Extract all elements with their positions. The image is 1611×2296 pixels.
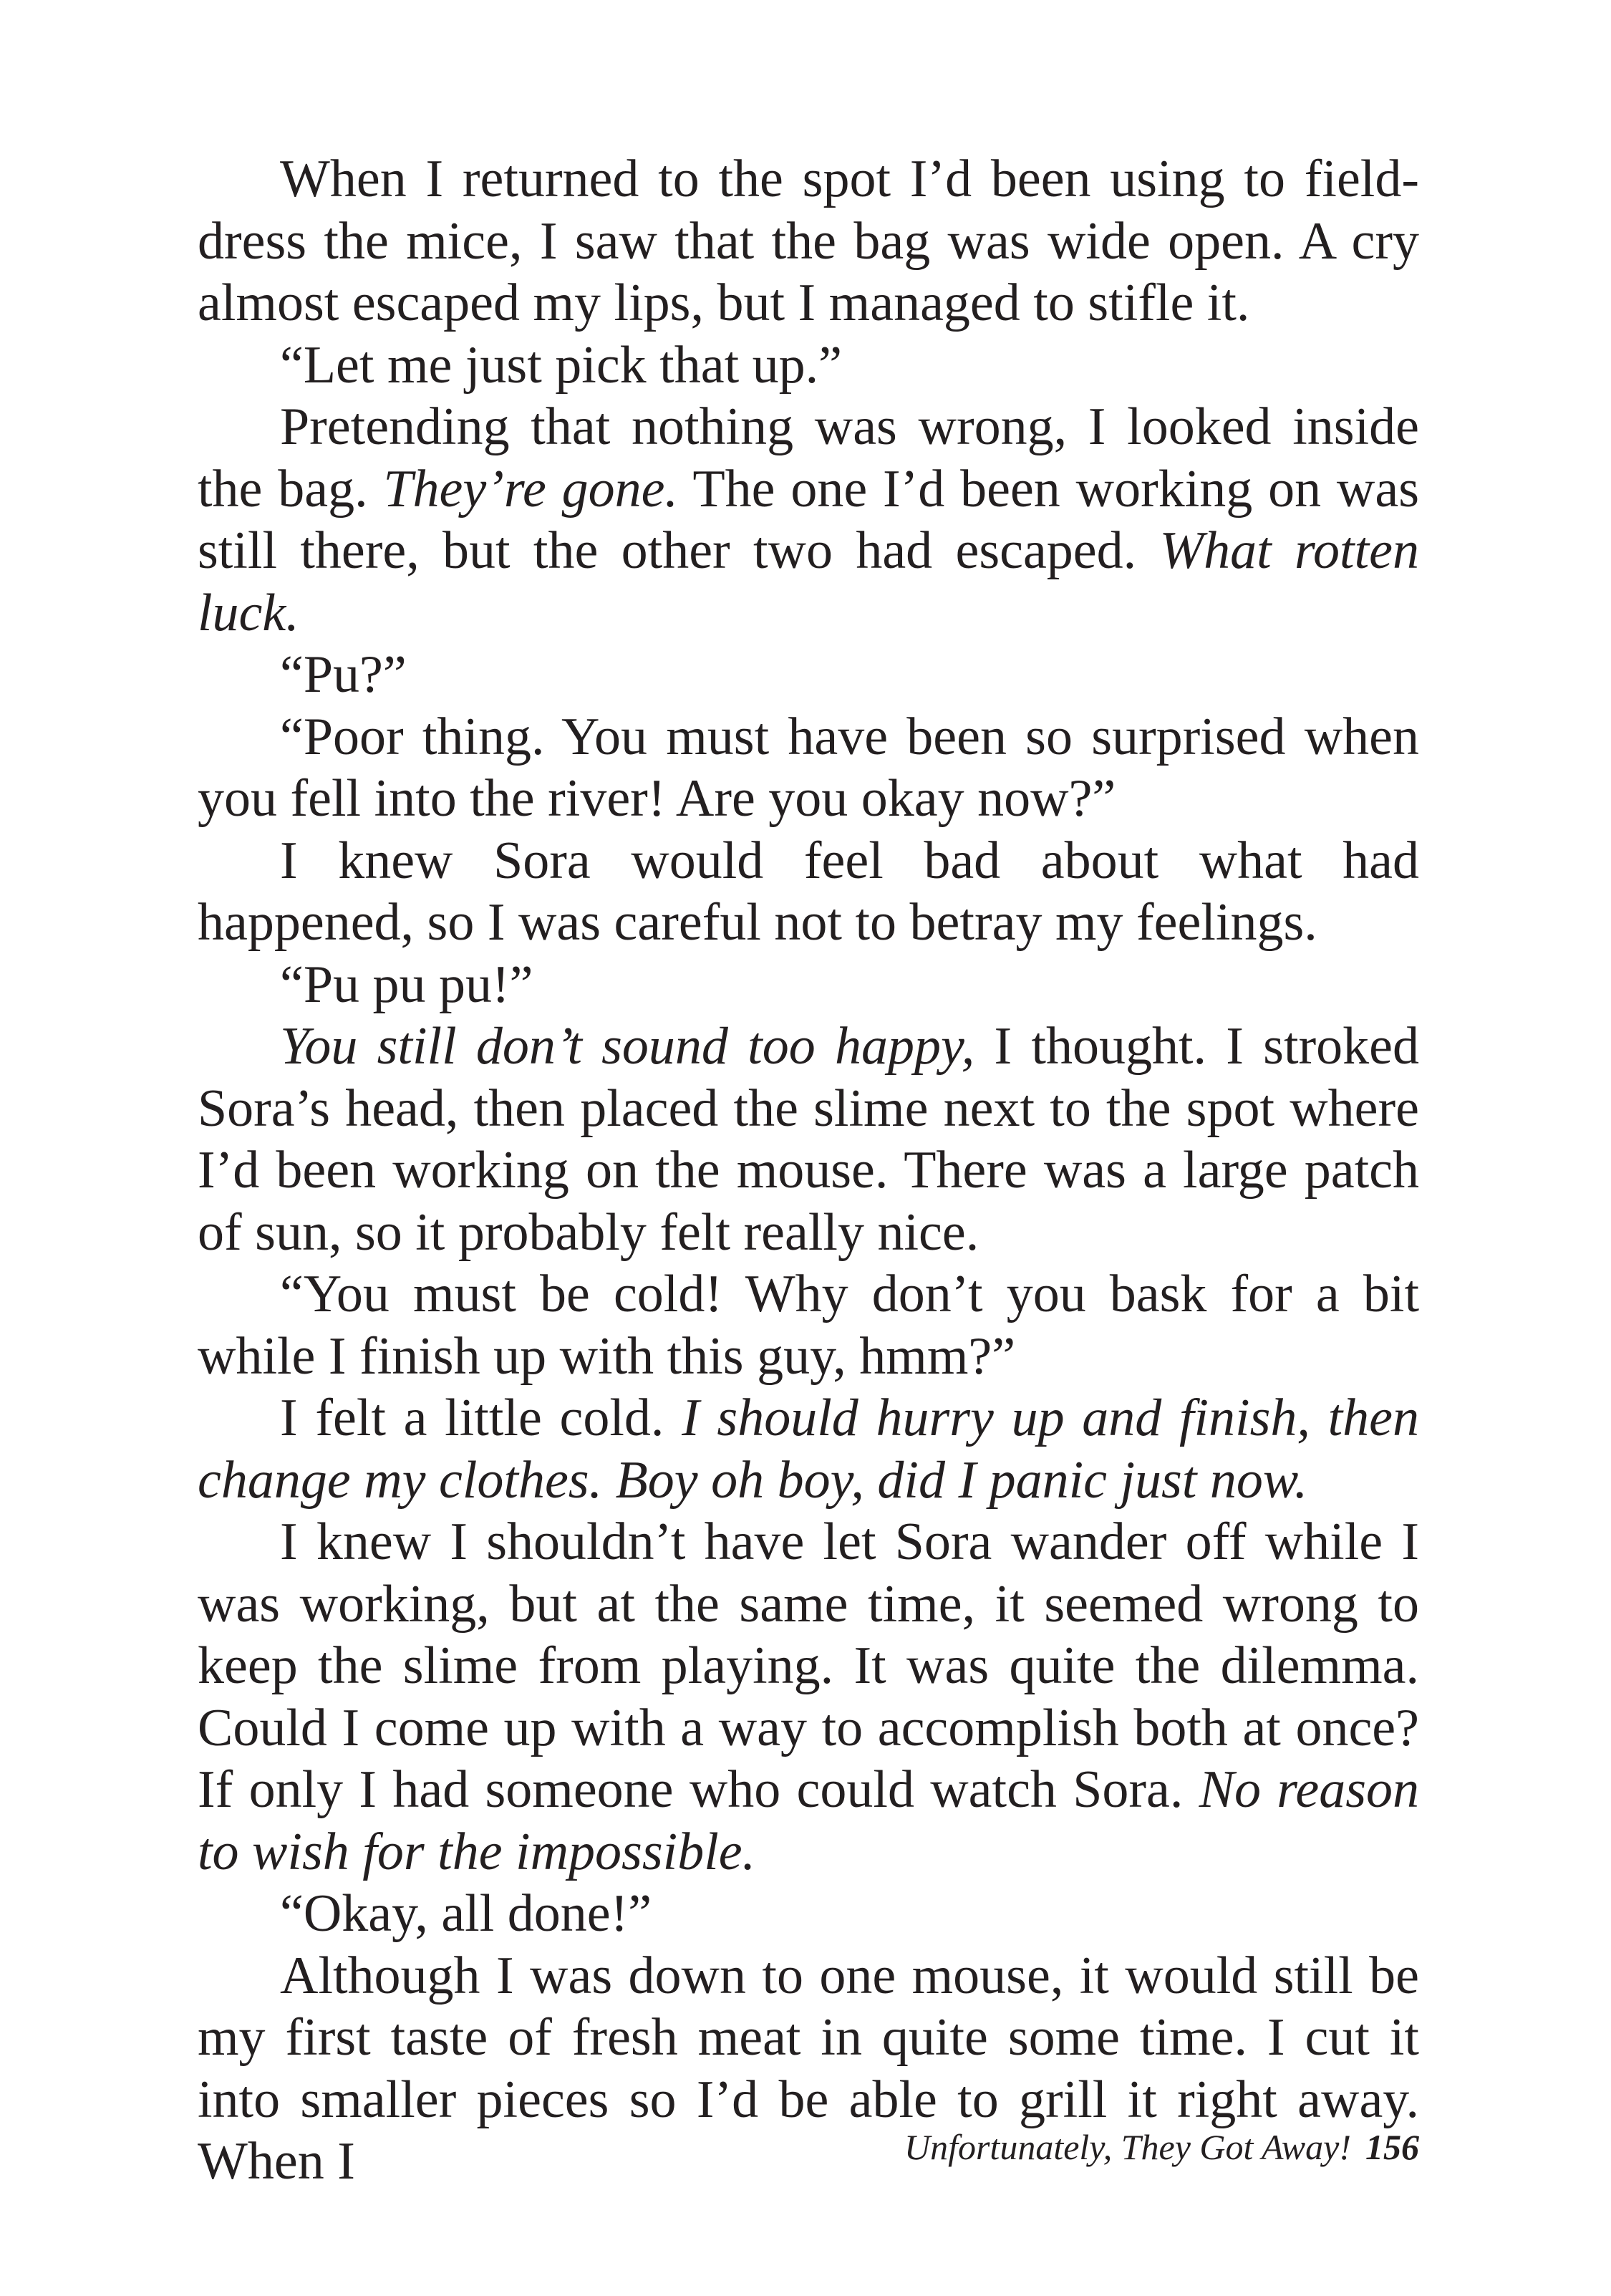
italic-thought: I should hurry up and finish, then change my clothes. Boy oh boy, did I panic just now. — [198, 1389, 1420, 1510]
paragraph-text: I thought. I stroked Sora’s head, then placed the slime next to the spot where I’d been working on the mouse. There was a large patch of sun, so it probably felt really nice. — [198, 1017, 1420, 1262]
paragraph — [198, 1883, 1419, 1945]
paragraph — [198, 644, 1419, 706]
italic-thought: They’re gone. — [383, 459, 678, 518]
italic-thought: You still don’t sound too happy, — [280, 1017, 975, 1076]
paragraph-text: I felt a little cold. — [280, 1389, 682, 1447]
paragraph-text: When I returned to the spot I’d been using to field-dress the mice, I saw that the bag was wide open. A cry almost escaped my lips, but I managed to stifle it. — [198, 150, 1419, 332]
paragraph-text: I knew I shouldn’t have let Sora wander off while I was working, but at the same time, it seemed wrong to keep the slime from playing. It was quite the dilemma. Could I come up with a way to accomplish both at once? If only I had someone who could watch Sora. — [198, 1513, 1419, 1819]
paragraph-text: “Let me just pick that up.” — [280, 335, 842, 395]
page-body — [198, 148, 1419, 2193]
paragraph — [198, 334, 1419, 397]
paragraph-text: “Pu?” — [280, 645, 407, 704]
running-title: Unfortunately, They Got Away! — [904, 2127, 1351, 2167]
paragraph-text: “Okay, all done!” — [280, 1884, 652, 1943]
paragraph-text: “Poor thing. You must have been so surprised when you fell into the river! Are you okay now?” — [198, 707, 1419, 828]
paragraph — [198, 830, 1419, 954]
paragraph-text: “Pu pu pu!” — [280, 955, 533, 1014]
paragraph — [198, 1511, 1419, 1883]
paragraph-text: Pretending that nothing was wrong, I looked inside the bag. — [198, 397, 1419, 518]
page-number: 156 — [1365, 2127, 1419, 2167]
paragraph — [198, 1016, 1419, 1263]
paragraph-text: “You must be cold! Why don’t you bask for a bit while I finish up with this guy, hmm?” — [198, 1265, 1419, 1386]
paragraph — [198, 1263, 1419, 1387]
paragraph — [198, 954, 1419, 1016]
paragraph — [198, 706, 1419, 830]
page-footer — [904, 2126, 1419, 2169]
italic-thought: What rotten luck. — [198, 521, 1419, 642]
paragraph-text: The one I’d been working on was still there, but the other two had escaped. — [198, 459, 1419, 580]
paragraph-text: I knew Sora would feel bad about what had happened, so I was careful not to betray my feelings. — [198, 831, 1419, 952]
italic-thought: No reason to wish for the impossible. — [198, 1760, 1419, 1881]
paragraph-text: Although I was down to one mouse, it would still be my first taste of fresh meat in quite some time. I cut it into smaller pieces so I’d be able to grill it right away. When I — [198, 1946, 1419, 2191]
paragraph — [198, 1387, 1419, 1511]
paragraph — [198, 396, 1419, 644]
paragraph — [198, 148, 1419, 334]
